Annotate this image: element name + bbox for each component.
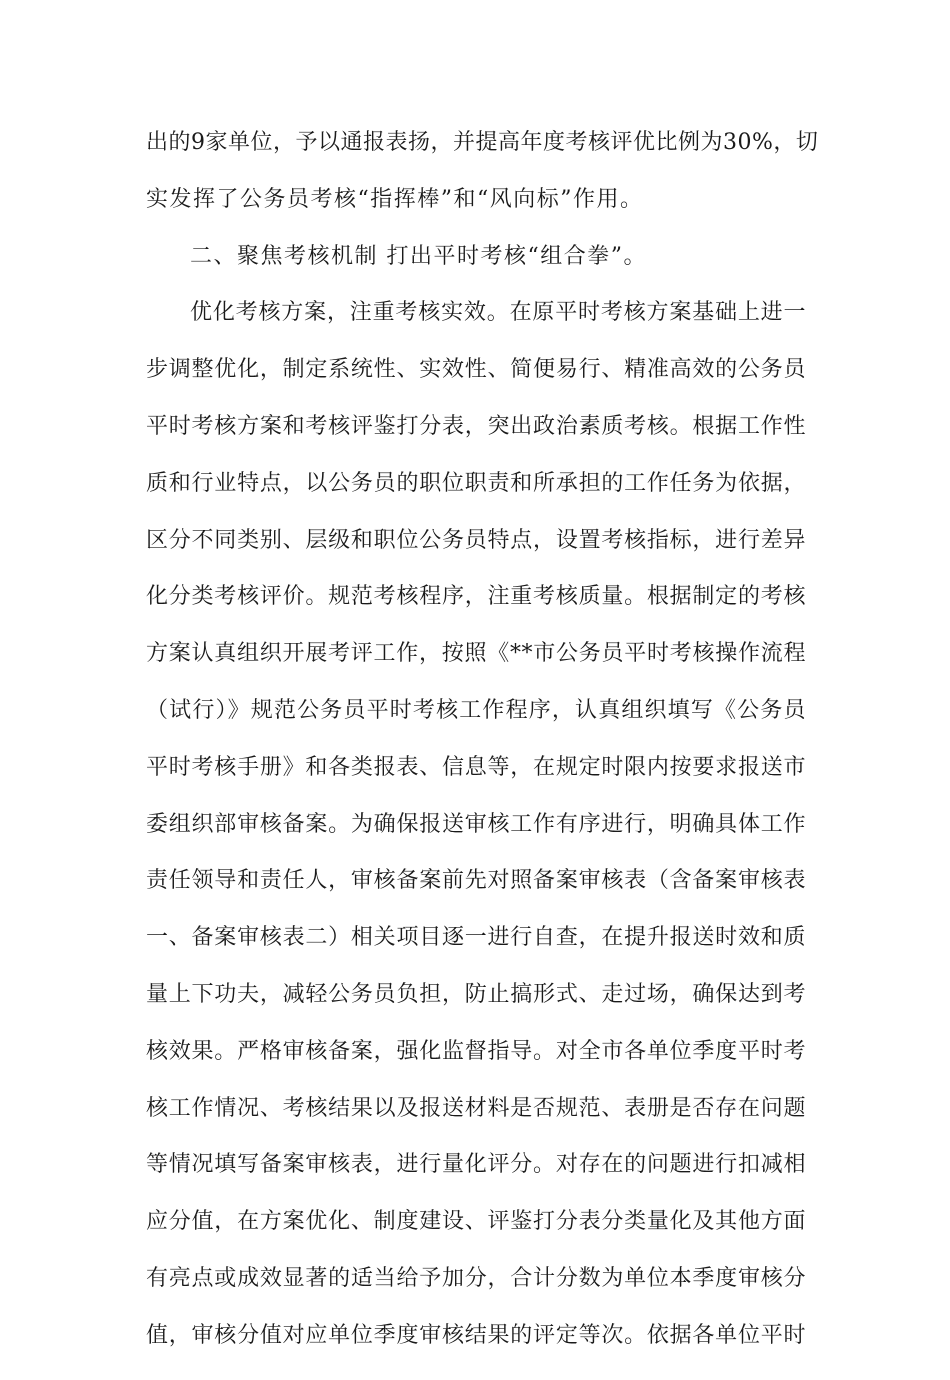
text-line: （试行）》规范公务员平时考核工作程序，认真组织填写《公务员 [146, 697, 806, 723]
text-line: 应分值，在方案优化、制度建设、评鉴打分表分类量化及其他方面 [146, 1209, 806, 1235]
text-line: 化分类考核评价。规范考核程序，注重考核质量。根据制定的考核 [146, 584, 806, 610]
text-line: 步调整优化，制定系统性、实效性、简便易行、精准高效的公务员 [146, 357, 806, 383]
text-line: 责任领导和责任人，审核备案前先对照备案审核表（含备案审核表 [146, 868, 806, 894]
text-line: 平时考核方案和考核评鉴打分表，突出政治素质考核。根据工作性 [146, 413, 806, 439]
text-line: 优化考核方案，注重考核实效。在原平时考核方案基础上进一 [190, 300, 806, 326]
text-line: 核工作情况、考核结果以及报送材料是否规范、表册是否存在问题 [146, 1095, 806, 1121]
text-line: 平时考核手册》和各类报表、信息等，在规定时限内按要求报送市 [146, 754, 806, 780]
text-line: 核效果。严格审核备案，强化监督指导。对全市各单位季度平时考 [146, 1038, 806, 1064]
text-line: 有亮点或成效显著的适当给予加分，合计分数为单位本季度审核分 [146, 1265, 806, 1291]
text-line: 量上下功夫，减轻公务员负担，防止搞形式、走过场，确保达到考 [146, 981, 806, 1007]
text-line: 区分不同类别、层级和职位公务员特点，设置考核指标，进行差异 [146, 527, 806, 553]
text-line: 一、备案审核表二）相关项目逐一进行自查，在提升报送时效和质 [146, 925, 806, 951]
text-line: 等情况填写备案审核表，进行量化评分。对存在的问题进行扣减相 [146, 1152, 806, 1178]
document-body [146, 130, 819, 1380]
text-line: 出的9家单位，予以通报表扬，并提高年度考核评优比例为30%，切 [146, 130, 819, 155]
text-line: 方案认真组织开展考评工作，按照《**市公务员平时考核操作流程 [146, 641, 806, 667]
text-line: 委组织部审核备案。为确保报送审核工作有序进行，明确具体工作 [146, 811, 806, 837]
text-line: 值，审核分值对应单位季度审核结果的评定等次。依据各单位平时 [146, 1322, 806, 1348]
text-line: 质和行业特点，以公务员的职位职责和所承担的工作任务为依据， [146, 470, 806, 496]
text-line: 实发挥了公务员考核“指挥棒”和“风向标”作用。 [146, 186, 644, 212]
section-heading: 二、聚焦考核机制 打出平时考核“组合拳”。 [190, 243, 647, 269]
